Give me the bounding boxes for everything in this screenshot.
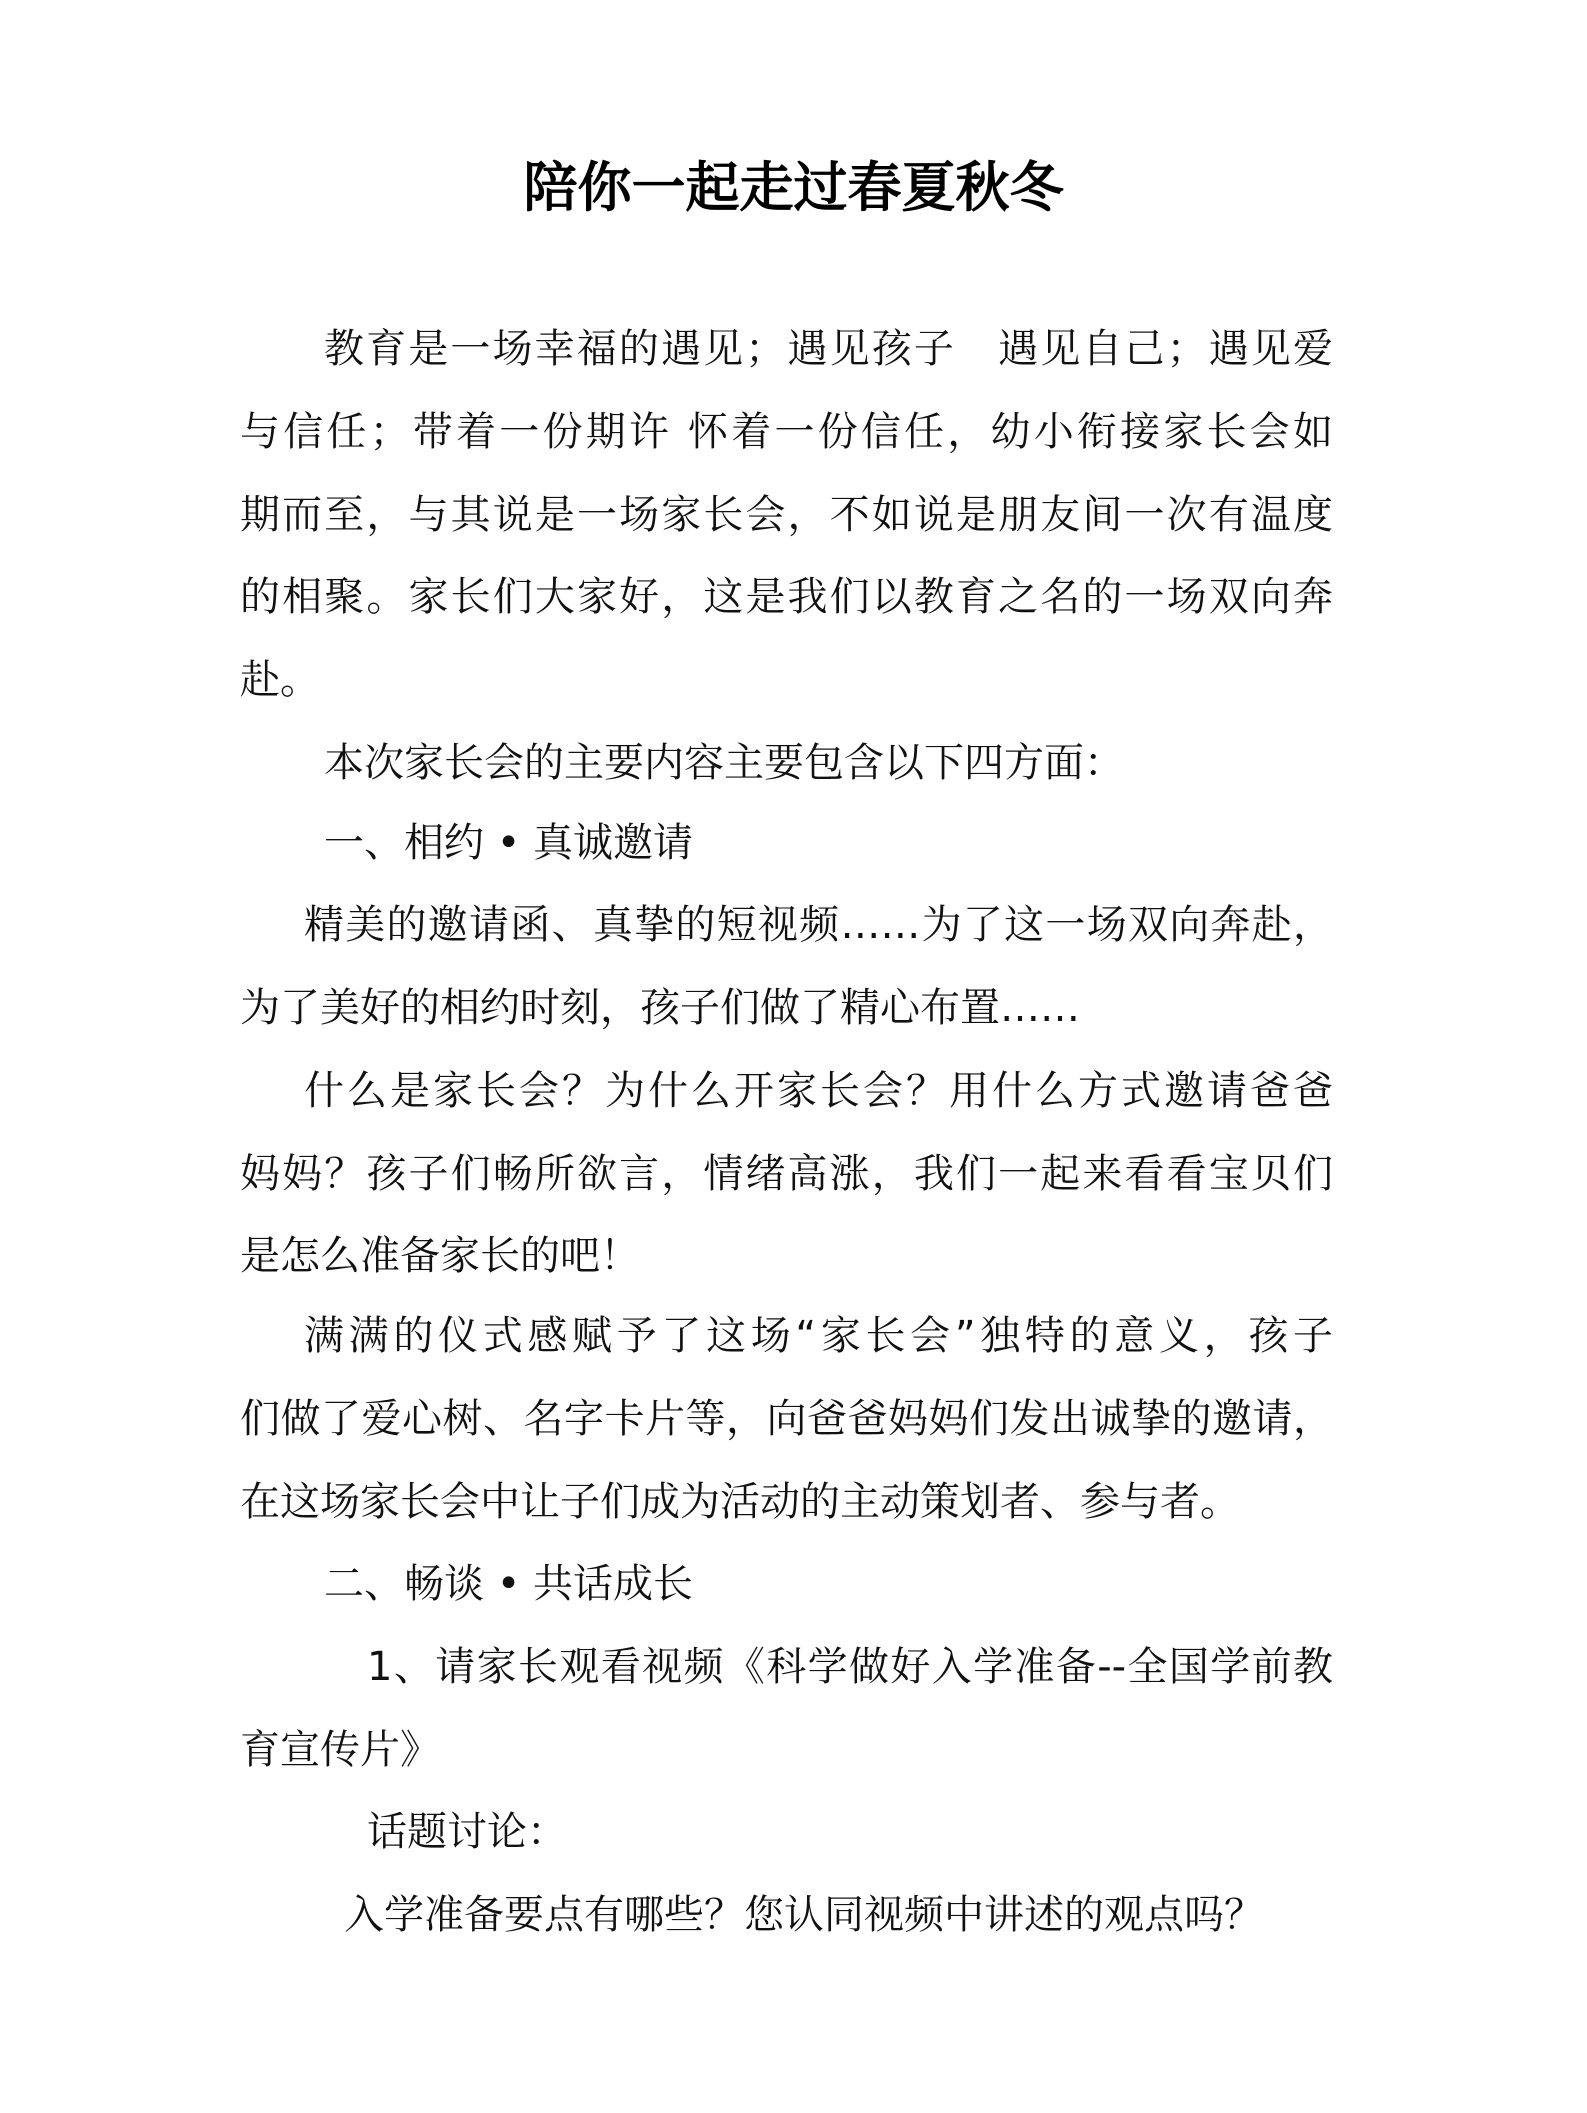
paragraph-line: 赴。: [240, 657, 320, 703]
section-heading: 二、畅谈 • 共话成长: [324, 1561, 694, 1607]
paragraph-line: 是怎么准备家长的吧！: [240, 1233, 640, 1279]
paragraph-line: 们做了爱心树、名字卡片等，向爸爸妈妈们发出诚挚的邀请，: [240, 1396, 1333, 1442]
paragraph-line: 教育是一场幸福的遇见；遇见孩子 遇见自己；遇见爱: [324, 326, 1333, 372]
paragraph-line: 本次家长会的主要内容主要包含以下四方面：: [324, 740, 1124, 786]
paragraph-line: 在这场家长会中让子们成为活动的主动策划者、参与者。: [240, 1479, 1240, 1525]
section-heading: 一、相约 • 真诚邀请: [324, 820, 694, 866]
paragraph-line: 话题讨论：: [367, 1809, 567, 1855]
paragraph-line: 1、请家长观看视频《科学做好入学准备--全国学前教: [367, 1644, 1333, 1690]
paragraph-line: 入学准备要点有哪些？您认同视频中讲述的观点吗？: [344, 1892, 1264, 1938]
paragraph-line: 的相聚。家长们大家好，这是我们以教育之名的一场双向奔: [240, 574, 1333, 620]
paragraph-line: 什么是家长会？为什么开家长会？用什么方式邀请爸爸: [304, 1068, 1333, 1114]
document-title: 陪你一起走过春夏秋冬: [523, 155, 1064, 219]
paragraph-line: 为了美好的相约时刻，孩子们做了精心布置……: [240, 985, 1080, 1031]
paragraph-line: 育宣传片》: [240, 1727, 440, 1773]
paragraph-line: 妈妈？孩子们畅所欲言，情绪高涨，我们一起来看看宝贝们: [240, 1151, 1333, 1197]
paragraph-line: 期而至，与其说是一场家长会，不如说是朋友间一次有温度: [240, 492, 1333, 538]
paragraph-line: 与信任；带着一份期许 怀着一份信任，幼小衔接家长会如: [240, 409, 1333, 455]
paragraph-line: 满满的仪式感赋予了这场“家长会”独特的意义，孩子: [304, 1313, 1333, 1359]
paragraph-line: 精美的邀请函、真挚的短视频……为了这一场双向奔赴，: [304, 902, 1333, 948]
